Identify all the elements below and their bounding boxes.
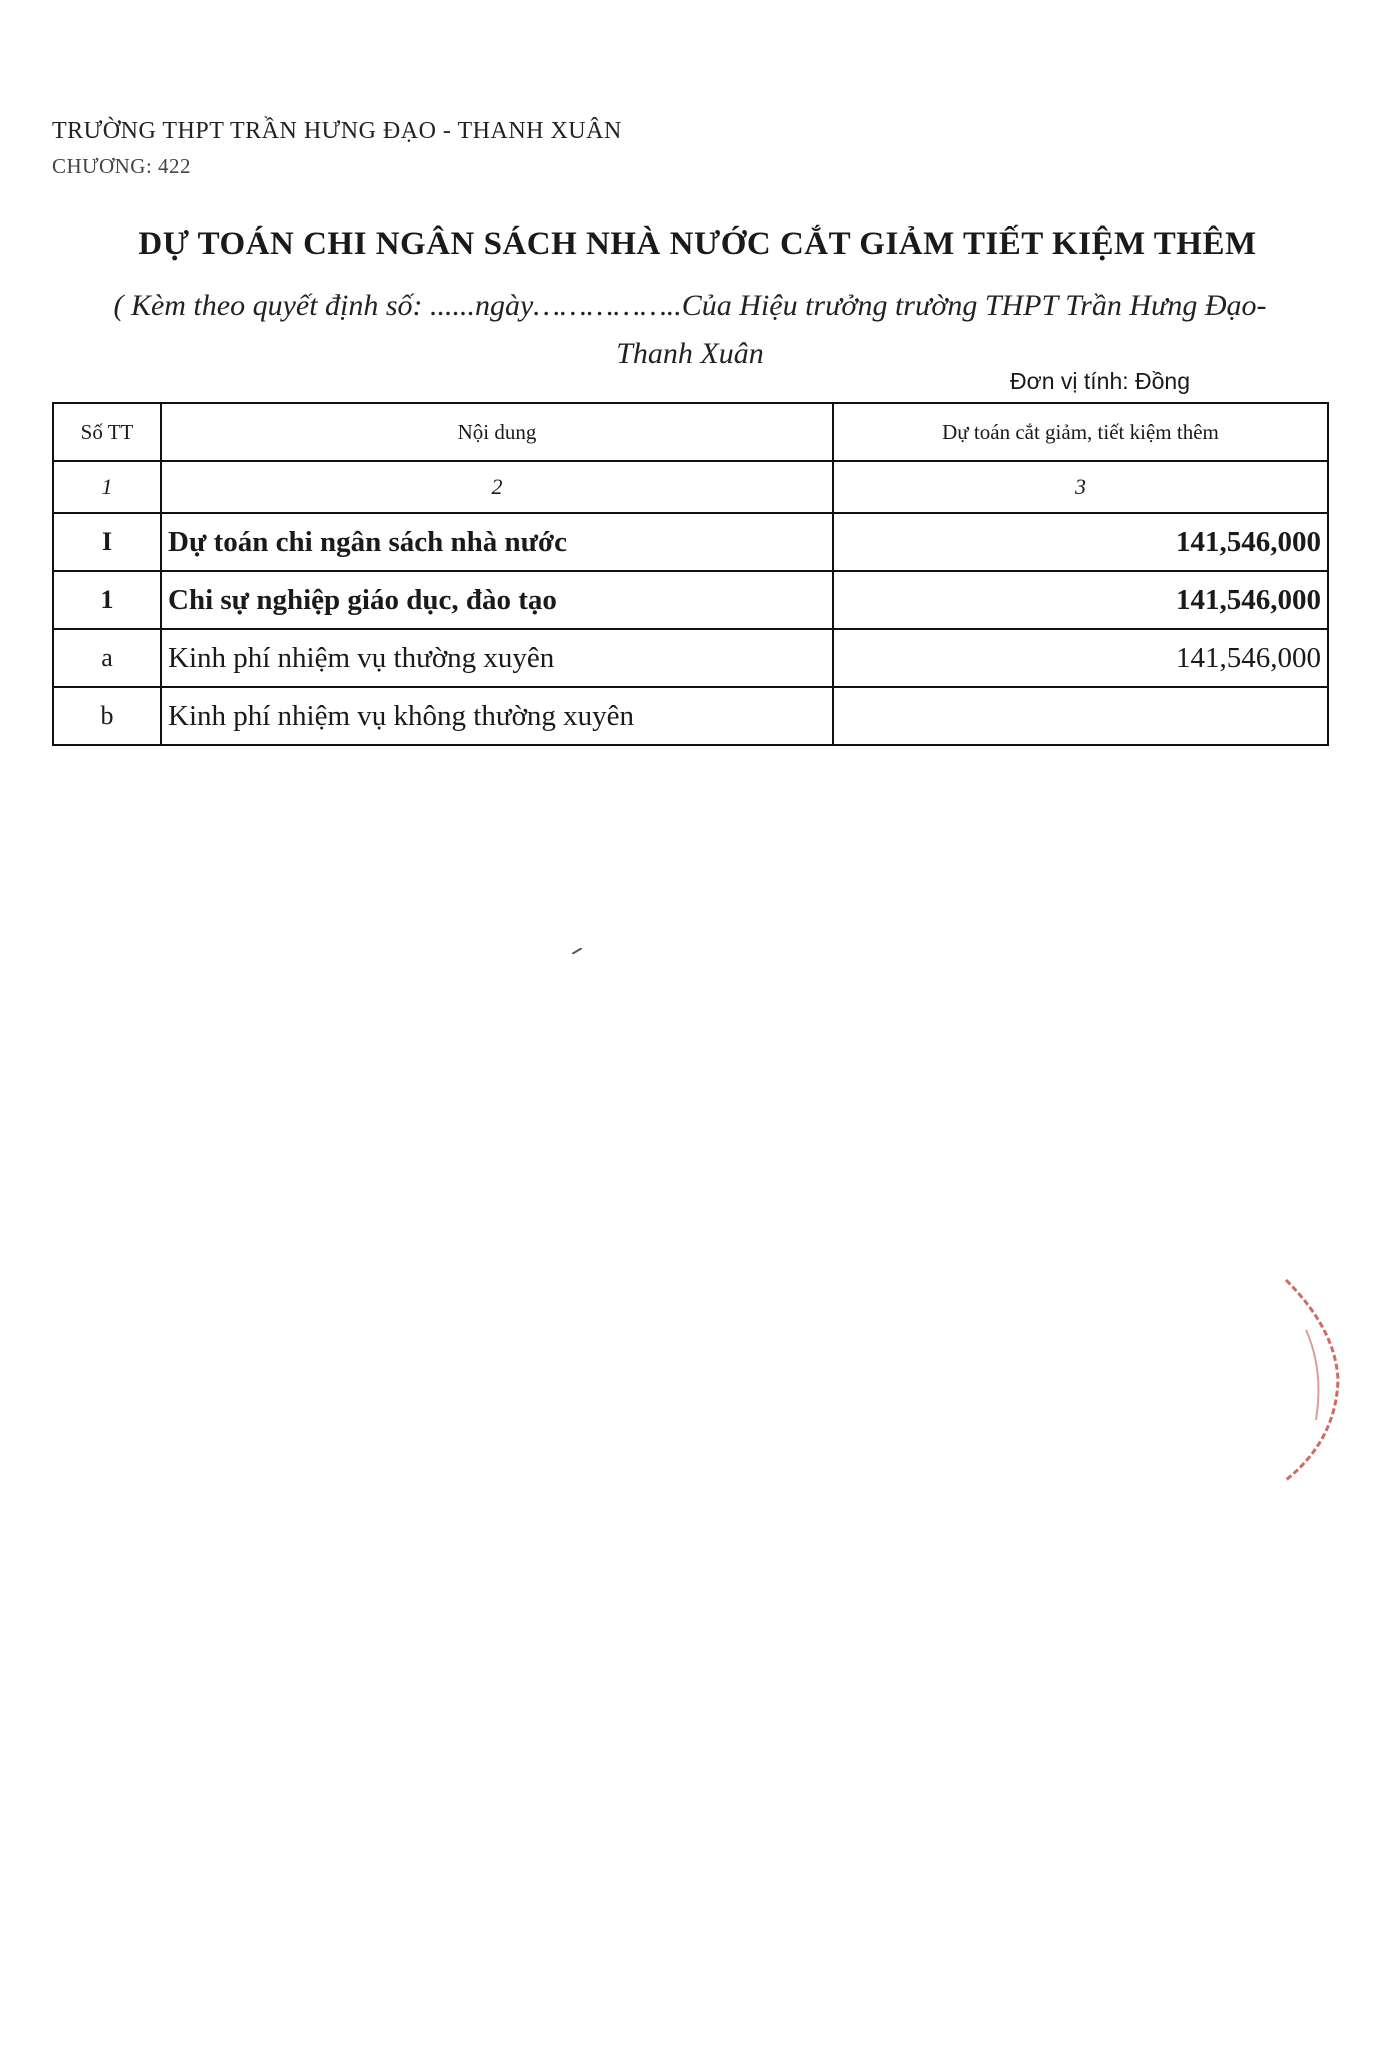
table-row (53, 571, 1328, 629)
index-cell: 3 (833, 461, 1328, 513)
table-row (53, 687, 1328, 745)
row-content: Dự toán chi ngân sách nhà nước (161, 513, 833, 571)
table-index-row (53, 461, 1328, 513)
subtitle-line-1: ( Kèm theo quyết định số: ......ngày……………..Của Hiệu trưởng trường THPT Trần Hưng Đạo- (113, 289, 1267, 322)
ink-speck (572, 948, 582, 954)
budget-table (52, 402, 1329, 746)
row-amount: 141,546,000 (833, 629, 1328, 687)
index-cell: 1 (53, 461, 161, 513)
subtitle-line-2: Thanh Xuân (616, 337, 764, 370)
row-amount: 141,546,000 (833, 513, 1328, 571)
table-row (53, 629, 1328, 687)
row-stt: b (53, 687, 161, 745)
header-stt: Số TT (53, 403, 161, 461)
document-subtitle (60, 282, 1320, 378)
table-row (53, 513, 1328, 571)
row-content: Kinh phí nhiệm vụ không thường xuyên (161, 687, 833, 745)
row-stt: 1 (53, 571, 161, 629)
table-header-row (53, 403, 1328, 461)
row-content: Kinh phí nhiệm vụ thường xuyên (161, 629, 833, 687)
row-amount: 141,546,000 (833, 571, 1328, 629)
seal-stamp-fragment (1276, 1270, 1346, 1490)
row-content: Chi sự nghiệp giáo dục, đào tạo (161, 571, 833, 629)
school-name: TRƯỜNG THPT TRẦN HƯNG ĐẠO - THANH XUÂN (52, 118, 622, 144)
unit-note: Đơn vị tính: Đồng (1010, 368, 1191, 394)
row-amount (833, 687, 1328, 745)
header-content: Nội dung (161, 403, 833, 461)
row-stt: I (53, 513, 161, 571)
chapter-code: CHƯƠNG: 422 (52, 154, 192, 178)
row-stt: a (53, 629, 161, 687)
index-cell: 2 (161, 461, 833, 513)
document-title: DỰ TOÁN CHI NGÂN SÁCH NHÀ NƯỚC CẮT GIẢM TIẾT KIỆM THÊM (138, 226, 1257, 262)
header-amount: Dự toán cắt giảm, tiết kiệm thêm (833, 403, 1328, 461)
